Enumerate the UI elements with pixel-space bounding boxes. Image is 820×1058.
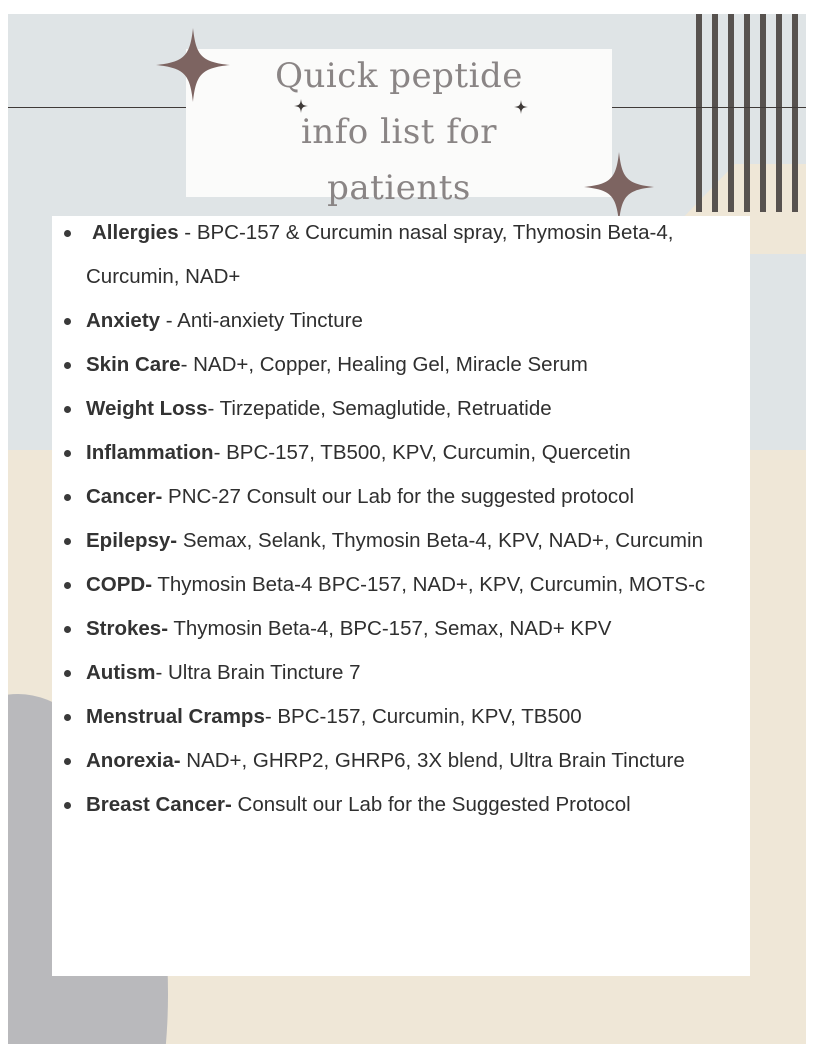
list-item: Epilepsy- Semax, Selank, Thymosin Beta-4, KPV, NAD+, Curcumin	[60, 519, 750, 563]
small-sparkle-icon	[514, 100, 528, 114]
sparkle-star-icon	[156, 28, 230, 102]
list-item: Inflammation- BPC-157, TB500, KPV, Curcumin, Quercetin	[60, 431, 750, 475]
page-title: Quick peptide info list for patients	[275, 56, 523, 208]
list-item: Anxiety - Anti-anxiety Tincture	[60, 299, 750, 343]
peptide-list	[60, 211, 750, 827]
list-item: Breast Cancer- Consult our Lab for the Suggested Protocol	[60, 783, 750, 827]
bullet-icon	[64, 582, 71, 589]
list-item: Allergies - BPC-157 & Curcumin nasal spray, Thymosin Beta-4, Curcumin, NAD+	[60, 211, 750, 299]
bullet-icon	[64, 714, 71, 721]
vertical-stripes-decoration	[696, 14, 806, 212]
bullet-icon	[64, 406, 71, 413]
bullet-icon	[64, 230, 71, 237]
list-item: Menstrual Cramps- BPC-157, Curcumin, KPV, TB500	[60, 695, 750, 739]
list-item: Skin Care- NAD+, Copper, Healing Gel, Miracle Serum	[60, 343, 750, 387]
bullet-icon	[64, 538, 71, 545]
bullet-icon	[64, 318, 71, 325]
list-item: Anorexia- NAD+, GHRP2, GHRP6, 3X blend, Ultra Brain Tincture	[60, 739, 750, 783]
list-item: Autism- Ultra Brain Tincture 7	[60, 651, 750, 695]
bullet-icon	[64, 758, 71, 765]
bullet-icon	[64, 626, 71, 633]
list-item: Cancer- PNC-27 Consult our Lab for the suggested protocol	[60, 475, 750, 519]
bullet-icon	[64, 802, 71, 809]
bullet-icon	[64, 450, 71, 457]
list-item: Strokes- Thymosin Beta-4, BPC-157, Semax, NAD+ KPV	[60, 607, 750, 651]
list-item: COPD- Thymosin Beta-4 BPC-157, NAD+, KPV, Curcumin, MOTS-c	[60, 563, 750, 607]
list-item: Weight Loss- Tirzepatide, Semaglutide, Retruatide	[60, 387, 750, 431]
bullet-icon	[64, 670, 71, 677]
bullet-icon	[64, 362, 71, 369]
bullet-icon	[64, 494, 71, 501]
small-sparkle-icon	[294, 99, 308, 113]
